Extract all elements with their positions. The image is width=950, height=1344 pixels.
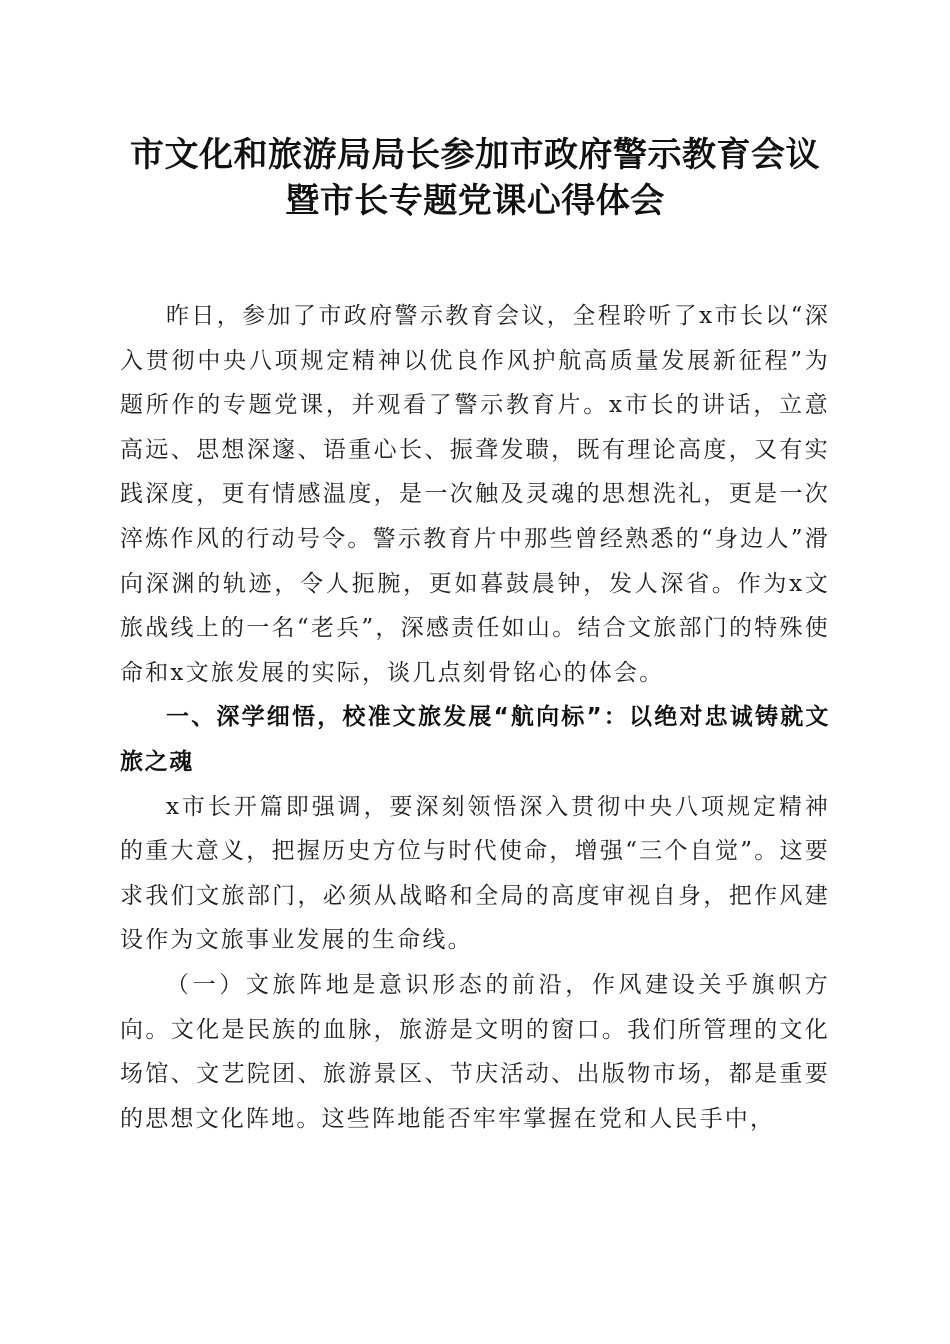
title-line-2: 暨市长专题党课心得体会 bbox=[285, 181, 665, 221]
section-heading: 一、深学细悟，校准文旅发展“航向标”：以绝对忠诚铸就文旅之魂 bbox=[120, 704, 830, 775]
document-title bbox=[120, 132, 830, 224]
intro-paragraph: 昨日，参加了市政府警示教育会议，全程聆听了x市长以“深入贯彻中央八项规定精神以优良作风护航高质量发展新征程”为题所作的专题党课，并观看了警示教育片。x市长的讲话，立意高远、思想深邃、语重心长、振聋发聩，既有理论高度，又有实践深度，更有情感温度，是一次触及灵魂的思想洗礼，更是一次淬炼作风的行动号令。警示教育片中那些曾经熟悉的“身边人”滑向深渊的轨迹，令人扼腕，更如暮鼓晨钟，发人深省。作为x文旅战线上的一名“老兵”，深感责任如山。结合文旅部门的特殊使命和x文旅发展的实际，谈几点刻骨铭心的体会。 bbox=[120, 303, 830, 686]
subsection-paragraph: （一）文旅阵地是意识形态的前沿，作风建设关乎旗帜方向。文化是民族的血脉，旅游是文明的窗口。我们所管理的文化场馆、文艺院团、旅游景区、节庆活动、出版物市场，都是重要的思想文化阵地。这些阵地能否牢牢掌握在党和人民手中， bbox=[120, 971, 830, 1132]
body-paragraph: x市长开篇即强调，要深刻领悟深入贯彻中央八项规定精神的重大意义，把握历史方位与时代使命，增强“三个自觉”。这要求我们文旅部门，必须从战略和全局的高度审视自身，把作风建设作为文旅事业发展的生命线。 bbox=[120, 793, 830, 954]
document-body bbox=[120, 294, 830, 1141]
title-line-1: 市文化和旅游局局长参加市政府警示教育会议 bbox=[130, 135, 820, 175]
